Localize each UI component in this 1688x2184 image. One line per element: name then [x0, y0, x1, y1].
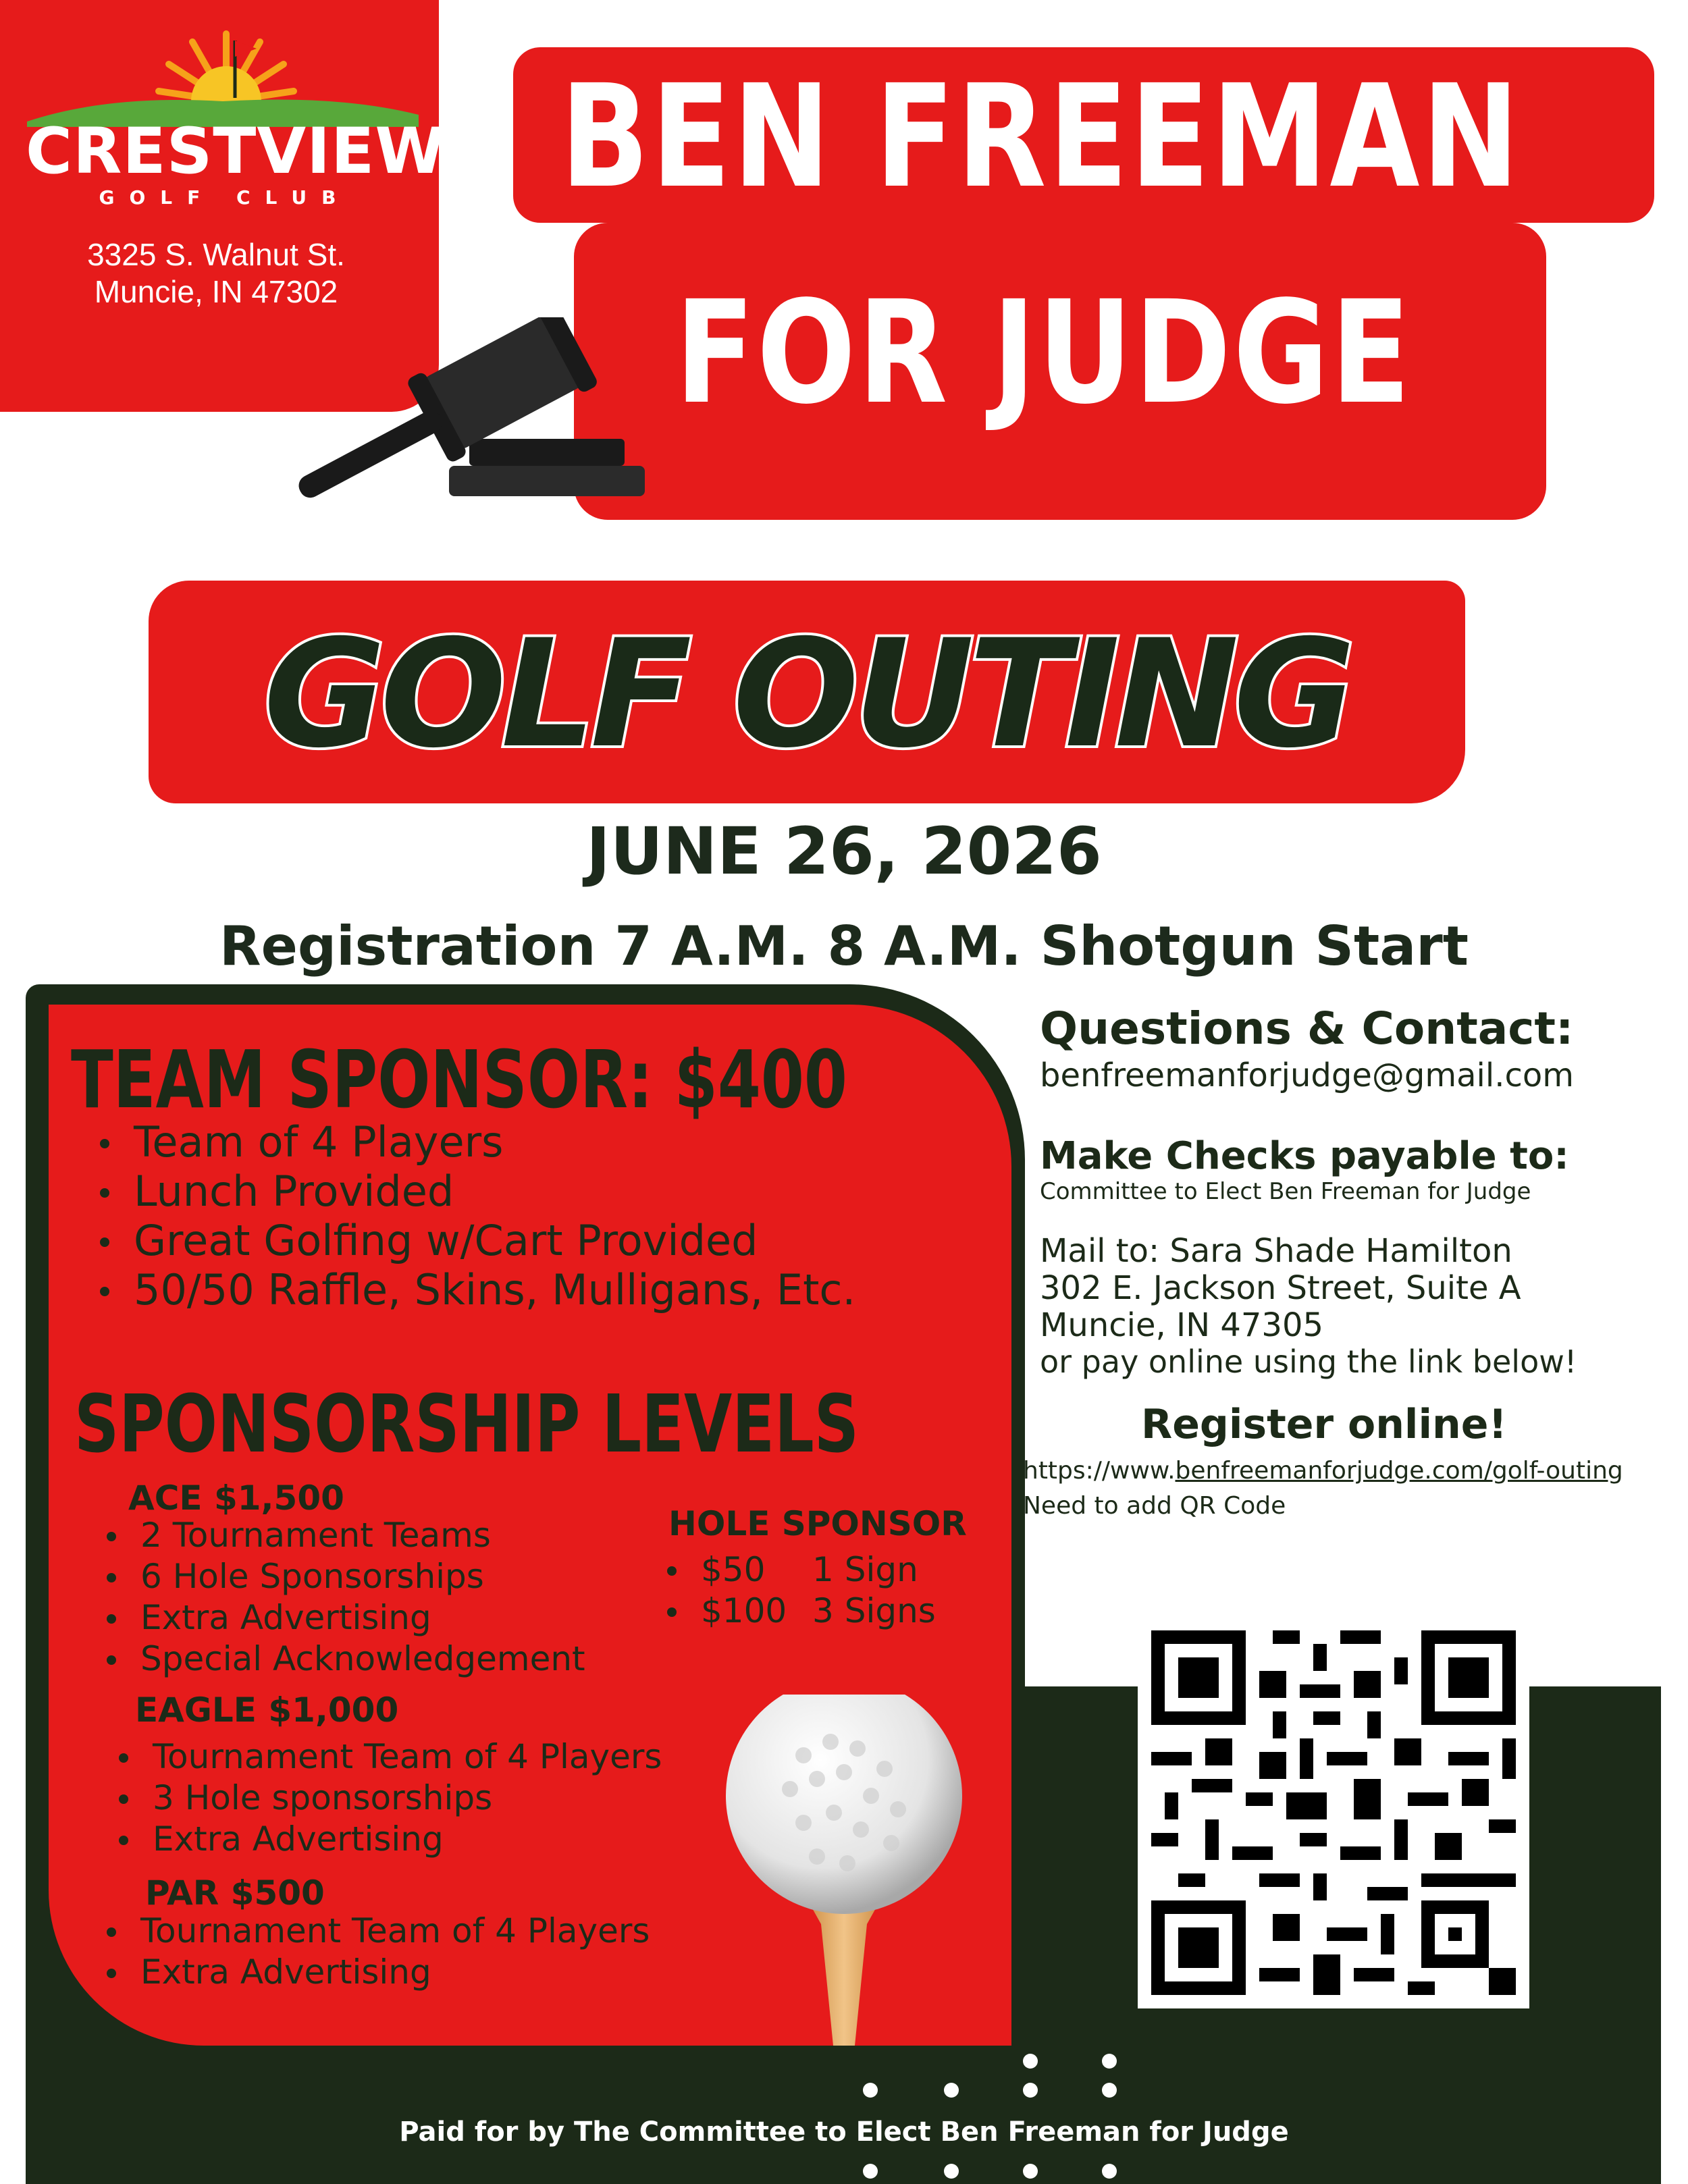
club-address-line2: Muncie, IN 47302 [94, 274, 338, 309]
eagle-level-list [113, 1736, 662, 1860]
mail-line4: or pay online using the link below! [1040, 1343, 1577, 1380]
decorative-dot [1023, 2083, 1038, 2098]
list-item: Great Golfing w/Cart Provided [95, 1216, 855, 1265]
list-item: Special Acknowledgement [101, 1639, 585, 1680]
hole-price: $50 [701, 1550, 766, 1589]
url-prefix: https://www. [1023, 1457, 1176, 1485]
mail-line2: 302 E. Jackson Street, Suite A [1040, 1269, 1521, 1307]
decorative-dot [944, 2083, 959, 2098]
url-link[interactable]: benfreemanforjudge.com/golf-outing [1175, 1457, 1623, 1485]
list-item: Extra Advertising [113, 1819, 662, 1860]
qr-code[interactable] [1138, 1617, 1529, 2008]
par-level-label: PAR $500 [145, 1873, 325, 1913]
hole-desc: 1 Sign [812, 1550, 918, 1589]
list-item: Tournament Team of 4 Players [113, 1736, 662, 1778]
list-item: 3 Hole sponsorships [113, 1778, 662, 1819]
list-item: 50/50 Raffle, Skins, Mulligans, Etc. [95, 1265, 855, 1314]
list-item: Tournament Team of 4 Players [101, 1911, 650, 1952]
logo-subtitle: GOLF CLUB [99, 186, 351, 209]
golf-ball-on-tee-icon [722, 1695, 966, 2046]
decorative-dot [1102, 2083, 1117, 2098]
event-date: JUNE 26, 2026 [586, 814, 1102, 889]
list-item: Lunch Provided [95, 1167, 855, 1216]
checks-payee: Committee to Elect Ben Freeman for Judge [1040, 1178, 1531, 1205]
sponsorship-levels-title: SPONSORSHIP LEVELS [74, 1377, 860, 1470]
team-sponsor-list [95, 1117, 855, 1314]
mail-line1: Mail to: Sara Shade Hamilton [1040, 1232, 1512, 1270]
list-item: 2 Tournament Teams [101, 1515, 585, 1556]
hole-desc: 3 Signs [812, 1591, 936, 1630]
register-heading: Register online! [1141, 1401, 1507, 1448]
golf-outing-title: GOLF OUTING [263, 608, 1350, 780]
checks-heading: Make Checks payable to: [1040, 1134, 1569, 1178]
list-item: Extra Advertising [101, 1597, 585, 1639]
registration-time: Registration 7 A.M. 8 A.M. Shotgun Start [219, 915, 1469, 978]
hole-sponsor-list [662, 1549, 936, 1632]
qr-note: Need to add QR Code [1023, 1492, 1286, 1520]
decorative-dot [1023, 2164, 1038, 2179]
mail-line3: Muncie, IN 47305 [1040, 1306, 1324, 1344]
register-url[interactable] [1023, 1457, 1623, 1485]
hole-price: $100 [701, 1591, 787, 1630]
par-level-list [101, 1911, 650, 1993]
decorative-dot [1102, 2054, 1117, 2069]
team-sponsor-title: TEAM SPONSOR: $400 [71, 1033, 847, 1126]
decorative-dot [944, 2164, 959, 2179]
contact-email[interactable]: benfreemanforjudge@gmail.com [1040, 1057, 1574, 1094]
list-item: Extra Advertising [101, 1952, 650, 1993]
contact-heading: Questions & Contact: [1040, 1003, 1574, 1055]
list-item [662, 1549, 936, 1591]
list-item [662, 1591, 936, 1632]
logo-name: CRESTVIEW [26, 115, 446, 188]
ace-level-list [101, 1515, 585, 1680]
list-item: Team of 4 Players [95, 1117, 855, 1167]
decorative-dot [863, 2164, 878, 2179]
list-item: 6 Hole Sponsorships [101, 1556, 585, 1597]
club-address-line1: 3325 S. Walnut St. [87, 237, 345, 272]
gavel-icon [297, 317, 648, 527]
ace-level-label: ACE $1,500 [128, 1479, 344, 1518]
qr-code-icon [1138, 1617, 1529, 2008]
decorative-dot [1023, 2054, 1038, 2069]
eagle-level-label: EAGLE $1,000 [135, 1690, 399, 1730]
headline-line2: FOR JUDGE [675, 270, 1413, 435]
paid-for-disclaimer: Paid for by The Committee to Elect Ben Freeman for Judge [399, 2116, 1289, 2148]
hole-sponsor-label: HOLE SPONSOR [668, 1504, 967, 1543]
headline-line1: BEN FREEMAN [560, 54, 1522, 219]
decorative-dot [863, 2083, 878, 2098]
decorative-dot [1102, 2164, 1117, 2179]
